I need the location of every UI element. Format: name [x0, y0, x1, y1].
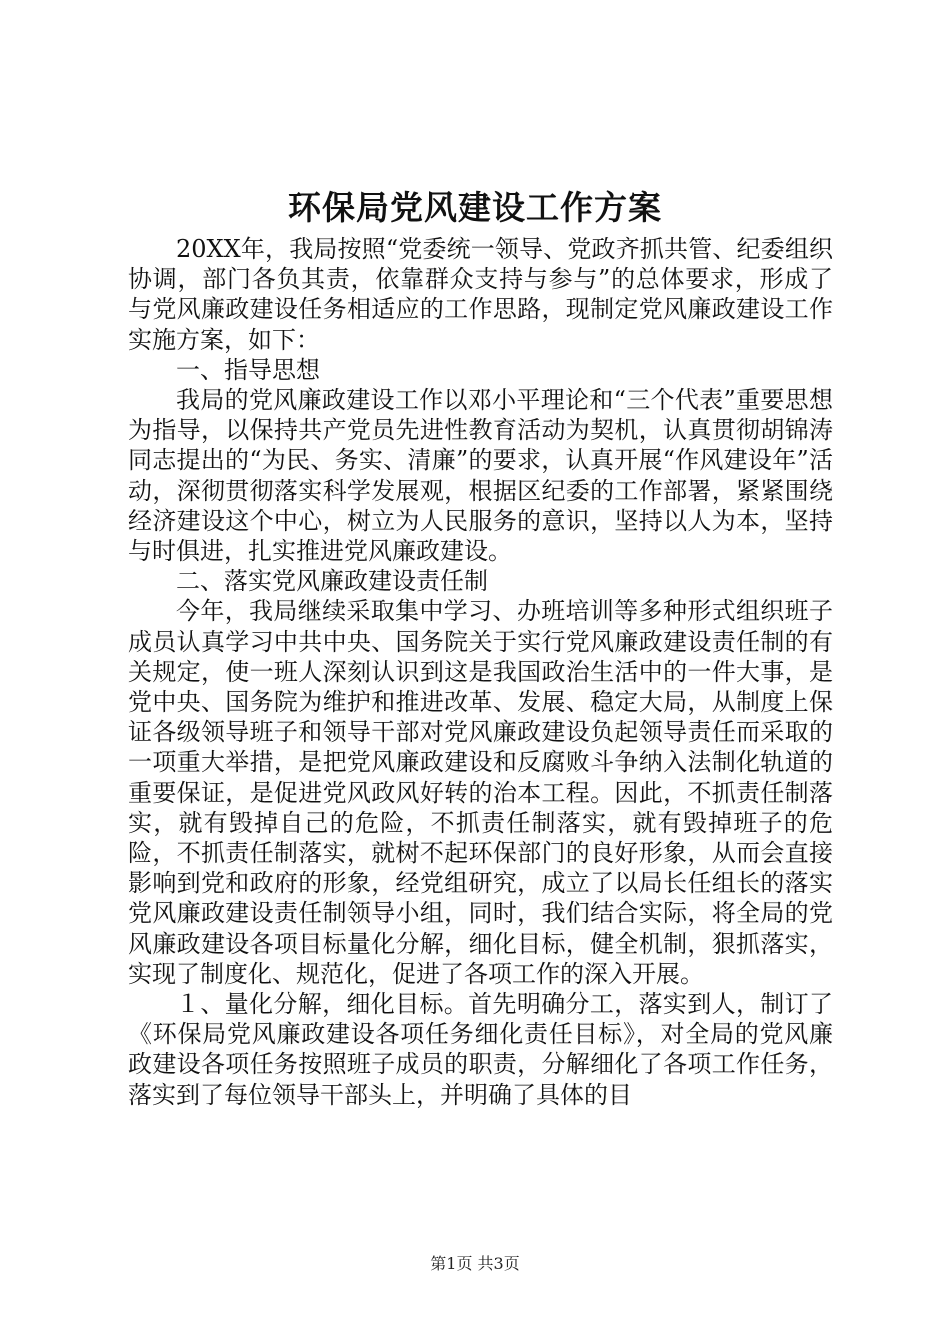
intro-paragraph: 20XX年，我局按照“党委统一领导、党政齐抓共管、纪委组织协调，部门各负其责，依靠群众支持与参与”的总体要求，形成了与党风廉政建设任务相适应的工作思路，现制定党风廉政建设工作实施方案，如下：	[128, 235, 833, 354]
responsibility-system-paragraph: 今年，我局继续采取集中学习、办班培训等多种形式组织班子成员认真学习中共中央、国务院关于实行党风廉政建设责任制的有关规定，使一班人深刻认识到这是我国政治生活中的一件大事，是党中央、国务院为维护和推进改革、发展、稳定大局，从制度上保证各级领导班子和领导干部对党风廉政建设负起领导责任而采取的一项重大举措，是把党风廉政建设和反腐败斗争纳入法制化轨道的重要保证，是促进党风政风好转的治本工程。因此，不抓责任制落实，就有毁掉自己的危险，不抓责任制落实，就有毁掉班子的危险，不抓责任制落实，就树不起环保部门的良好形象，从而会直接影响到党和政府的形象，经党组研究，成立了以局长任组长的落实党风廉政建设责任制领导小组，同时，我们结合实际，将全局的党风廉政建设各项目标量化分解，细化目标，健全机制，狠抓落实，实现了制度化、规范化，促进了各项工作的深入开展。	[128, 597, 833, 988]
guiding-thought-paragraph: 我局的党风廉政建设工作以邓小平理论和“三个代表”重要思想为指导，以保持共产党员先进性教育活动为契机，认真贯彻胡锦涛同志提出的“为民、务实、清廉”的要求，认真开展“作风建设年”活动，深彻贯彻落实科学发展观，根据区纪委的工作部署，紧紧围绕经济建设这个中心，树立为人民服务的意识，坚持以人为本，坚持与时俱进，扎实推进党风廉政建设。	[128, 386, 833, 566]
section-heading-guiding-thought: 一、指导思想	[176, 355, 320, 384]
section-heading-responsibility-system: 二、落实党风廉政建设责任制	[176, 567, 488, 596]
document-body	[128, 234, 833, 1110]
document-title: 环保局党风建设工作方案	[288, 188, 662, 227]
quantify-targets-paragraph: １、量化分解，细化目标。首先明确分工，落实到人，制订了《环保局党风廉政建设各项任务细化责任目标》，对全局的党风廉政建设各项任务按照班子成员的职责，分解细化了各项工作任务，落实到了每位领导干部头上，并明确了具体的目	[128, 990, 833, 1109]
page-footer: 第1页 共3页	[430, 1254, 520, 1273]
